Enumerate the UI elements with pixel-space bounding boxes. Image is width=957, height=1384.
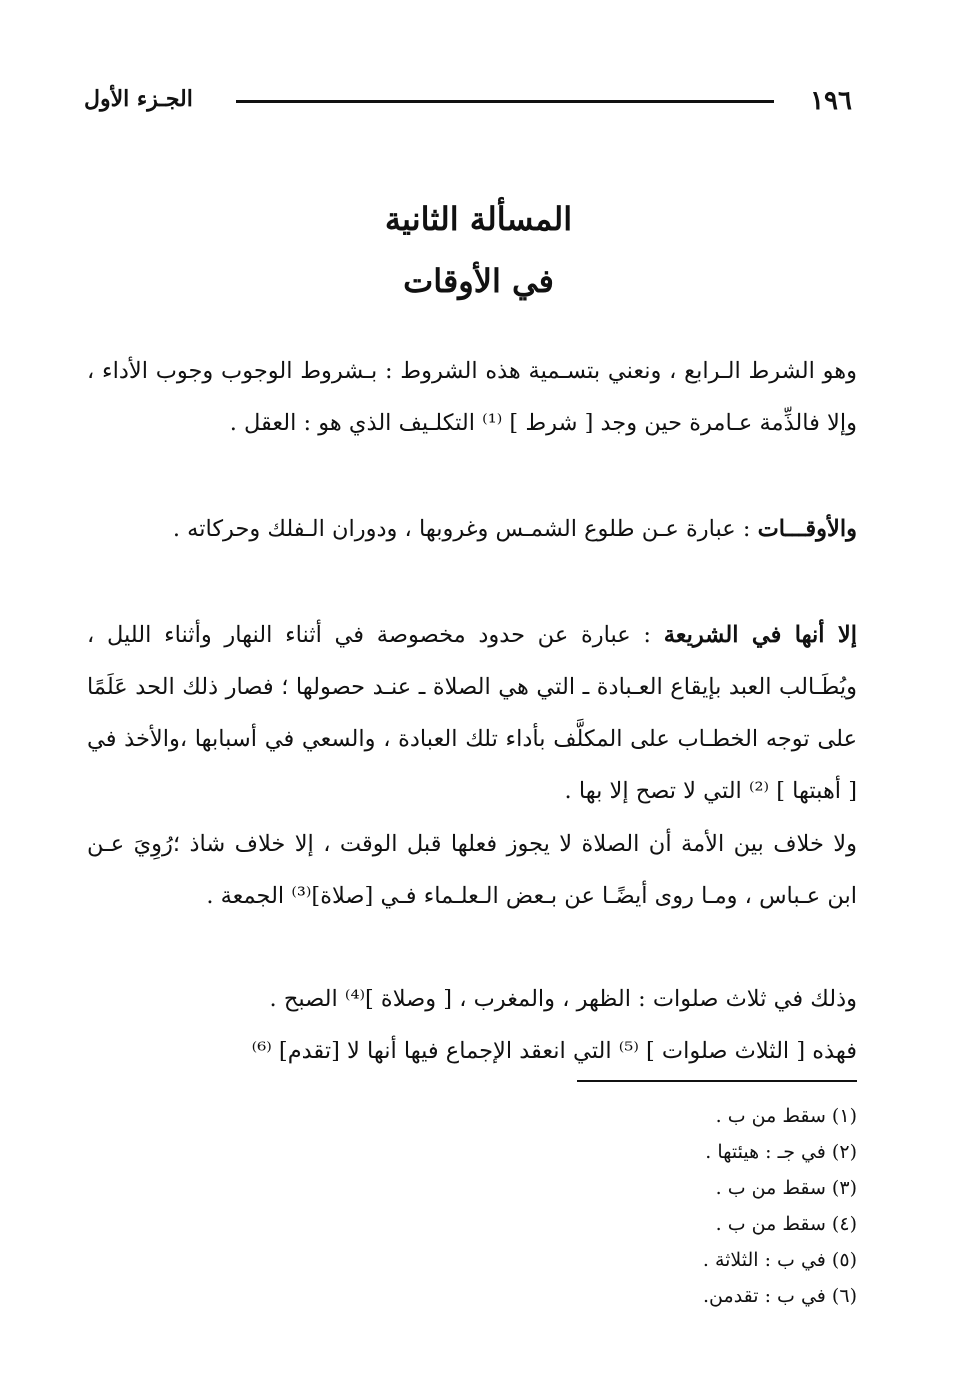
paragraph-2 [87, 503, 857, 555]
footnote: (٥) في ب : الثلاثة . [702, 1249, 857, 1271]
paragraph-3-rest: : عبارة عن حدود مخصوصة في أثناء النهار وأثناء الليل ، ويُطَـالب العبد بإيقاع العـبادة ـ التي هي الصلاة ـ عنـد حصولها ؛ فصار ذلك الحد عَلَمًا على توجه الخطـاب على المكلَّف بأداء تلك العبادة ، والسعي في أسبابها ،والأخذ في [ أهبتها ] ⁽²⁾ التي لا تصح إلا بها . [87, 621, 857, 804]
footnote: (٦) في ب : تقدمن. [703, 1285, 857, 1307]
paragraph-6: فهذه [ الثلاث صلوات ] ⁽⁵⁾ التي انعقد الإجماع فيها أنها لا [تقدم] ⁽⁶⁾ [251, 1037, 857, 1064]
footnote: (٤) سقط من ب . [715, 1213, 857, 1235]
paragraph-3 [87, 609, 857, 817]
paragraph-2-rest: : عبارة عـن طلوع الشمـس وغروبها ، ودوران الـفلك وحركاته . [172, 515, 758, 542]
page-header [84, 82, 856, 118]
footnotes-list [457, 1098, 857, 1314]
paragraph-5: وذلك في ثلاث صلوات : الظهر ، والمغرب ، [ وصلاة ]⁽⁴⁾ الصبح . [269, 985, 857, 1012]
running-title: الجـزء الأول [84, 86, 193, 112]
footnote-rule [577, 1080, 857, 1082]
footnote: (٣) سقط من ب . [715, 1177, 857, 1199]
paragraph-1: وهو الشرط الـرابع ، ونعني بتسـمية هذه الشروط : بـشروط الوجوب وجوب الأداء ، وإلا فالذِّمة عـامرة حين وجد [ شرط ] ⁽¹⁾ التكلـيف الذي هو : العقل . [87, 357, 857, 436]
paragraph-4: ولا خلاف بين الأمة أن الصلاة لا يجوز فعلها قبل الوقت ، إلا خلاف شاذ ؛رُوِيَ عـن ابن عـباس ، ومـا روى أيضًـا عن بـعض الـعلـماء فـي [صلاة]⁽³⁾ الجمعة . [87, 830, 857, 909]
paragraph-2-lead: والأوقـــات [757, 515, 857, 542]
footnote: (٢) في جـ : هيئتها . [705, 1141, 857, 1163]
header-rule [236, 100, 774, 103]
chapter-title: المسألة الثانية [384, 200, 573, 238]
chapter-subtitle: في الأوقات [403, 262, 554, 300]
page-number: ١٩٦ [810, 86, 852, 116]
footnote: (١) سقط من ب . [715, 1105, 857, 1127]
paragraph-3-lead: إلا أنها في الشريعة [663, 621, 857, 648]
